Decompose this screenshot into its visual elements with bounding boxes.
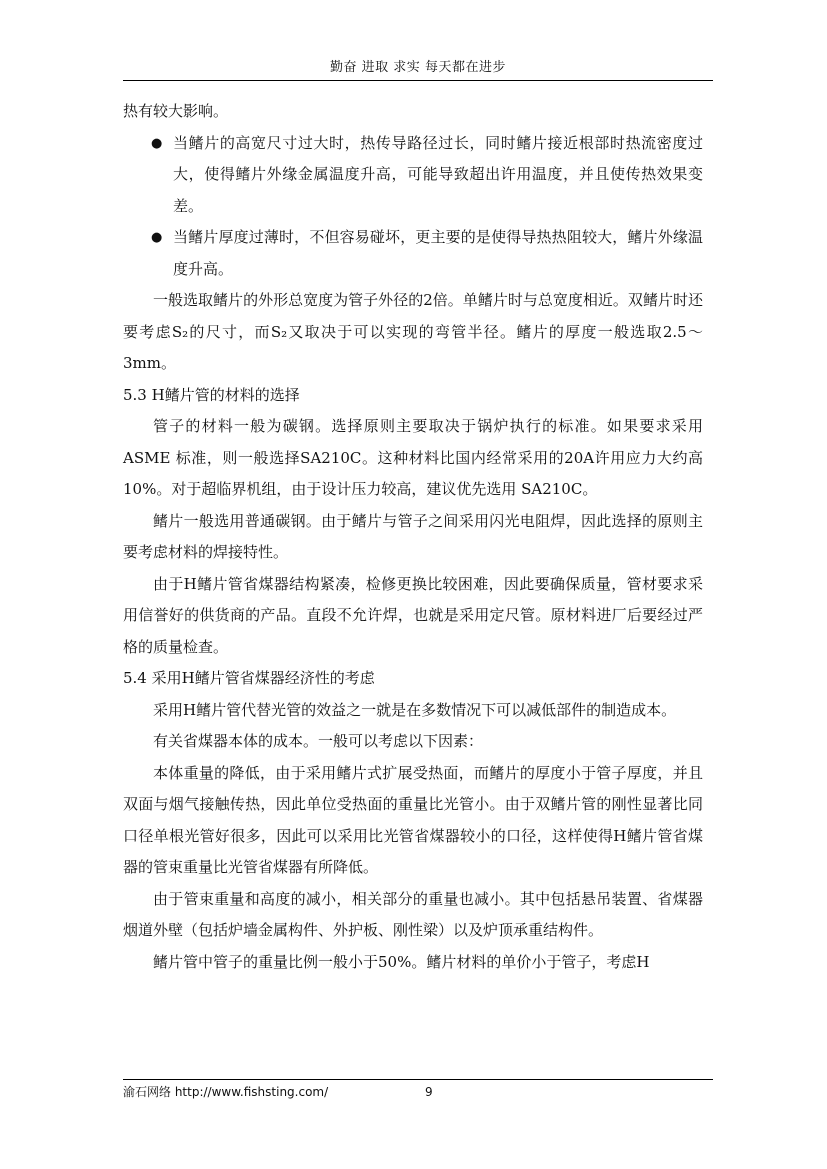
section-heading-5-4: 5.4 采用H鳍片管省煤器经济性的考虑	[123, 669, 375, 687]
page-footer	[123, 1079, 713, 1099]
paragraph-cost: 有关省煤器本体的成本。一般可以考虑以下因素：	[153, 732, 484, 750]
paragraph-intro: 热有较大影响。	[123, 102, 229, 120]
bullet-item	[123, 222, 703, 285]
paragraph-weight: 本体重量的降低，由于采用鳍片式扩展受热面，而鳍片的厚度小于管子厚度，并且双面与烟气接触传热，因此单位受热面的重量比光管小。由于双鳍片管的刚性显著比同口径单根光管好很多，因此可以采用比光管省煤器较小的口径，这样使得H鳍片管省煤器的管束重量比光管省煤器有所降低。	[123, 763, 703, 876]
bullet-text: 当鳍片厚度过薄时，不但容易碰坏，更主要的是使得导热热阻较大，鳍片外缘温度升高。	[173, 228, 703, 278]
paragraph-fin-width: 一般选取鳍片的外形总宽度为管子外径的2倍。单鳍片时与总宽度相近。双鳍片时还要考虑S₂的尺寸，而S₂又取决于可以实现的弯管半径。鳍片的厚度一般选取2.5～3mm。	[123, 291, 703, 372]
paragraph-fin-material: 鳍片一般选用普通碳钢。由于鳍片与管子之间采用闪光电阻焊，因此选择的原则主要考虑材料的焊接特性。	[123, 511, 703, 561]
bullet-dot-icon: ●	[151, 230, 163, 245]
document-body	[123, 96, 703, 978]
header-text: 勤奋 进取 求实 每天都在进步	[330, 60, 506, 75]
page-number: 9	[425, 1085, 433, 1099]
bullet-item	[123, 128, 703, 223]
bullet-dot-icon: ●	[151, 135, 163, 151]
paragraph-benefit: 采用H鳍片管代替光管的效益之一就是在多数情况下可以减低部件的制造成本。	[153, 700, 677, 719]
page-header	[123, 58, 713, 81]
bullet-text: 当鳍片的高宽尺寸过大时，热传导路径过长，同时鳍片接近根部时热流密度过大，使得鳍片外缘金属温度升高，可能导致超出许用温度，并且使传热效果变差。	[173, 133, 703, 215]
footer-site-link[interactable]: 渝石网络 http://www.fishsting.com/	[123, 1085, 329, 1099]
paragraph-ratio: 鳍片管中管子的重量比例一般小于50%。鳍片材料的单价小于管子，考虑H	[153, 952, 650, 971]
paragraph-tube-material: 管子的材料一般为碳钢。选择原则主要取决于锅炉执行的标准。如果要求采用ASME 标准，则一般选择SA210C。这种材料比国内经常采用的20A许用应力大约高10%。对于超临界机组，由于设计压力较高，建议优先选用 SA210C。	[123, 417, 703, 498]
section-heading-5-3: 5.3 H鳍片管的材料的选择	[123, 385, 300, 404]
paragraph-quality: 由于H鳍片管省煤器结构紧凑，检修更换比较困难，因此要确保质量，管材要求采用信誉好的供货商的产品。直段不允许焊，也就是采用定尺管。原材料进厂后要经过严格的质量检查。	[123, 574, 703, 656]
paragraph-related: 由于管束重量和高度的减小，相关部分的重量也减小。其中包括悬吊装置、省煤器烟道外壁（包括炉墙金属构件、外护板、刚性梁）以及炉顶承重结构件。	[123, 889, 703, 939]
